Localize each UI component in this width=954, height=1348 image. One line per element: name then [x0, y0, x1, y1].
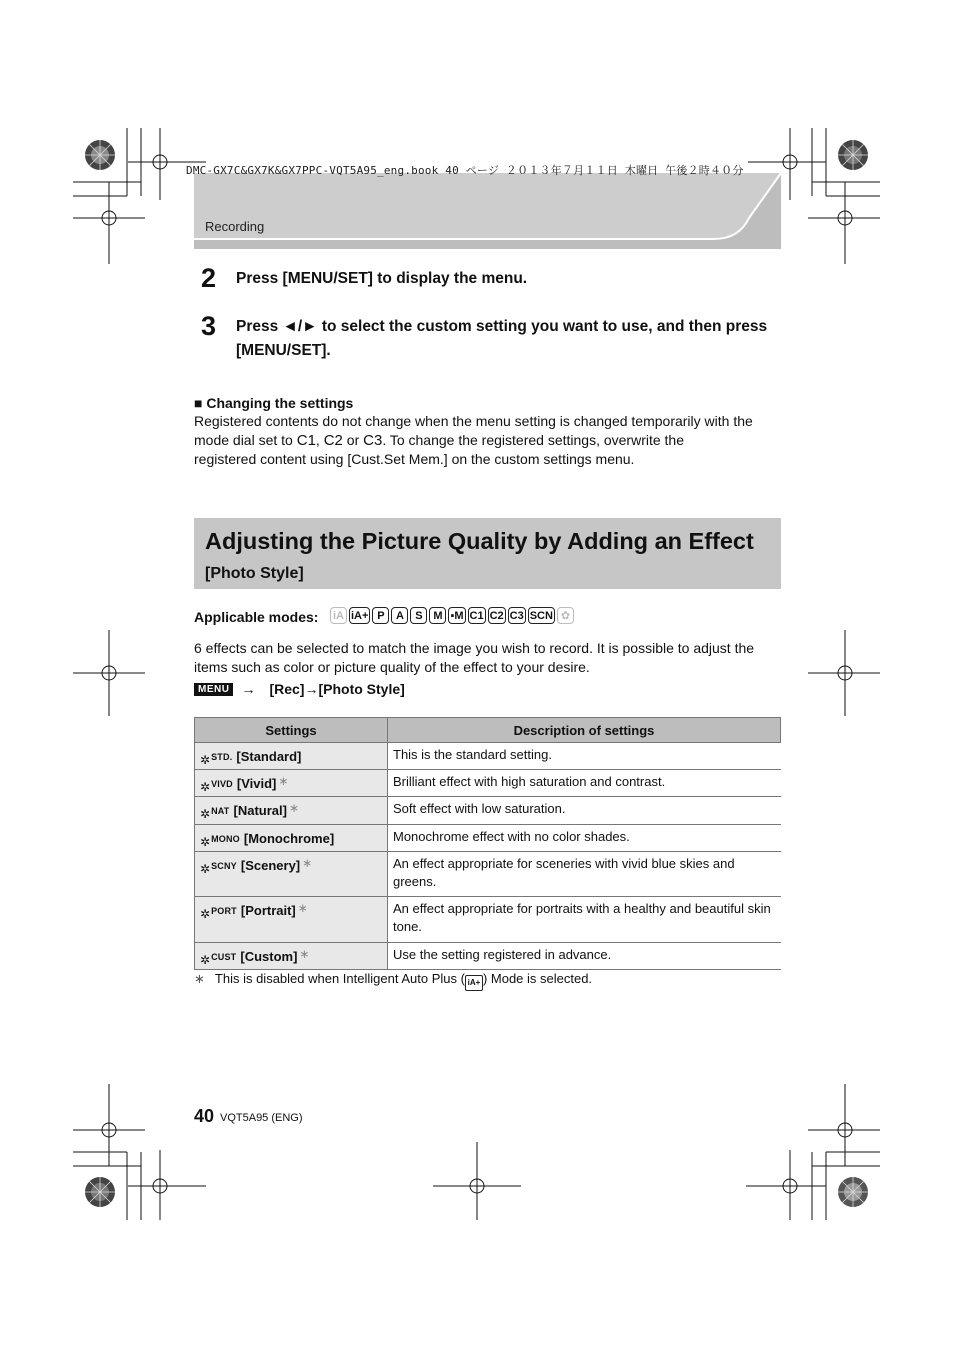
- mode-icon: ▪M: [448, 607, 465, 624]
- photo-style-abbr: MONO: [211, 834, 240, 844]
- setting-name: [Natural]: [233, 803, 287, 818]
- asterisk-mark: ∗: [278, 774, 289, 788]
- photo-style-abbr: PORT: [211, 906, 237, 916]
- body-line: [194, 431, 753, 451]
- section-subtitle: [Photo Style]: [205, 565, 304, 582]
- changing-settings-body: [194, 412, 753, 469]
- setting-name: [Monochrome]: [243, 831, 335, 846]
- section-title: Adjusting the Picture Quality by Adding an Effect: [205, 528, 754, 554]
- photo-style-icon: [200, 775, 233, 793]
- setting-description: An effect appropriate for sceneries with vivid blue skies and greens.: [388, 852, 781, 897]
- c2-icon: C2: [323, 431, 343, 449]
- setting-name: [Scenery]: [240, 858, 301, 873]
- photo-style-abbr: NAT: [211, 806, 230, 816]
- setting-name: [Portrait]: [240, 903, 296, 918]
- body-text: or: [342, 431, 364, 448]
- mode-icon: S: [410, 607, 427, 624]
- table-row: [195, 943, 781, 970]
- c1-icon: C1: [296, 431, 316, 449]
- setting-name: [Custom]: [240, 949, 298, 964]
- table-header: Description of settings: [388, 718, 781, 743]
- page-code: VQT5A95 (ENG): [220, 1112, 303, 1124]
- mode-icon: C1: [468, 607, 486, 624]
- asterisk-mark: ∗: [288, 801, 300, 815]
- setting-name-cell: [195, 825, 388, 852]
- table-row: [195, 897, 781, 943]
- photo-style-icon: [200, 857, 237, 875]
- table-row: [195, 770, 781, 797]
- photo-style-icon: [200, 902, 237, 920]
- sparkle-icon: ✲: [200, 780, 211, 794]
- asterisk-mark: ∗: [297, 901, 308, 915]
- mode-icon: SCN: [528, 607, 555, 624]
- menu-path-text: [Rec]→[Photo Style]: [269, 681, 405, 697]
- menu-button-icon: MENU: [194, 683, 233, 696]
- step-3-text: Press ◄/► to select the custom setting you want to use, and then press [MENU/SET].: [236, 318, 768, 359]
- table-row: [195, 797, 781, 825]
- mode-icon: C2: [488, 607, 506, 624]
- mode-icon: P: [372, 607, 389, 624]
- sparkle-icon: ✲: [200, 835, 211, 849]
- table-row: [195, 852, 781, 897]
- applicable-modes: [330, 607, 574, 624]
- mode-icon: iA: [330, 607, 347, 624]
- sparkle-icon: ✲: [200, 862, 211, 876]
- step-2-number: 2: [201, 263, 217, 293]
- intelligent-auto-plus-icon: iA+: [465, 975, 483, 991]
- page-number: 40: [194, 1106, 215, 1126]
- table-header-row: [195, 718, 781, 743]
- print-info: DMC-GX7C&GX7K&GX7PPC-VQT5A95_eng.book 40 ページ ２０１３年７月１１日 木曜日 午後２時４０分: [186, 164, 744, 177]
- arrow-icon: →: [241, 681, 256, 697]
- setting-description: Brilliant effect with high saturation and contrast.: [388, 770, 781, 797]
- setting-name-cell: [195, 743, 388, 770]
- asterisk-mark: ∗: [302, 856, 313, 870]
- setting-name-cell: [195, 797, 388, 825]
- asterisk-mark: ∗: [299, 947, 310, 961]
- photo-style-icon: [200, 948, 236, 966]
- header-curve: [194, 173, 781, 249]
- photo-style-abbr: SCNY: [211, 861, 237, 871]
- table-header: Settings: [195, 718, 388, 743]
- body-text: mode dial set to: [194, 431, 297, 448]
- section-label: Recording: [205, 219, 265, 234]
- mode-icon: ✿: [557, 607, 574, 624]
- photo-style-icon: [200, 830, 240, 848]
- setting-name-cell: [195, 943, 388, 970]
- table-row: [195, 743, 781, 770]
- intro-text: [194, 639, 754, 676]
- setting-name: [Standard]: [236, 749, 302, 764]
- applicable-modes-label: Applicable modes:: [194, 609, 319, 625]
- setting-description: Soft effect with low saturation.: [388, 797, 781, 825]
- body-line: items such as color or picture quality of the effect to your desire.: [194, 658, 590, 675]
- menu-path: [194, 681, 405, 697]
- setting-name-cell: [195, 770, 388, 797]
- setting-description: This is the standard setting.: [388, 743, 781, 770]
- mode-icon: M: [429, 607, 446, 624]
- footnote-text: ) Mode is selected.: [482, 971, 593, 986]
- mode-icon: C3: [508, 607, 526, 624]
- setting-name-cell: [195, 852, 388, 897]
- photo-style-icon: [200, 802, 230, 820]
- photo-style-table: [194, 717, 781, 970]
- mode-icon: A: [391, 607, 408, 624]
- step-2-text: Press [MENU/SET] to display the menu.: [236, 270, 528, 287]
- c3-icon: C3: [363, 431, 383, 449]
- sparkle-icon: ✲: [200, 807, 211, 821]
- mode-icon: iA+: [349, 607, 370, 624]
- changing-settings-heading: ■ Changing the settings: [194, 395, 354, 411]
- body-text: ,: [315, 431, 324, 448]
- setting-name: [Vivid]: [236, 776, 277, 791]
- body-text: . To change the registered settings, overwrite the: [382, 431, 685, 448]
- footnote-mark: ∗: [194, 971, 205, 986]
- body-line: 6 effects can be selected to match the image you wish to record. It is possible to adjust the: [194, 640, 755, 656]
- photo-style-abbr: STD.: [211, 752, 233, 762]
- sparkle-icon: ✲: [200, 753, 211, 767]
- step-3-number: 3: [201, 311, 217, 341]
- body-line: Registered contents do not change when the menu setting is changed temporarily with the: [194, 413, 753, 429]
- photo-style-abbr: CUST: [211, 952, 237, 962]
- setting-name-cell: [195, 897, 388, 943]
- sparkle-icon: ✲: [200, 953, 211, 967]
- sparkle-icon: ✲: [200, 907, 211, 921]
- table-row: [195, 825, 781, 852]
- photo-style-icon: [200, 748, 232, 766]
- setting-description: Monochrome effect with no color shades.: [388, 825, 781, 852]
- setting-description: Use the setting registered in advance.: [388, 943, 781, 970]
- setting-description: An effect appropriate for portraits with a healthy and beautiful skin tone.: [388, 897, 781, 943]
- body-line: registered content using [Cust.Set Mem.] on the custom settings menu.: [194, 451, 635, 467]
- photo-style-abbr: VIVD: [211, 779, 233, 789]
- table-body: [195, 743, 781, 970]
- footnote: [194, 971, 592, 991]
- footnote-text: This is disabled when Intelligent Auto Plus (: [214, 971, 465, 986]
